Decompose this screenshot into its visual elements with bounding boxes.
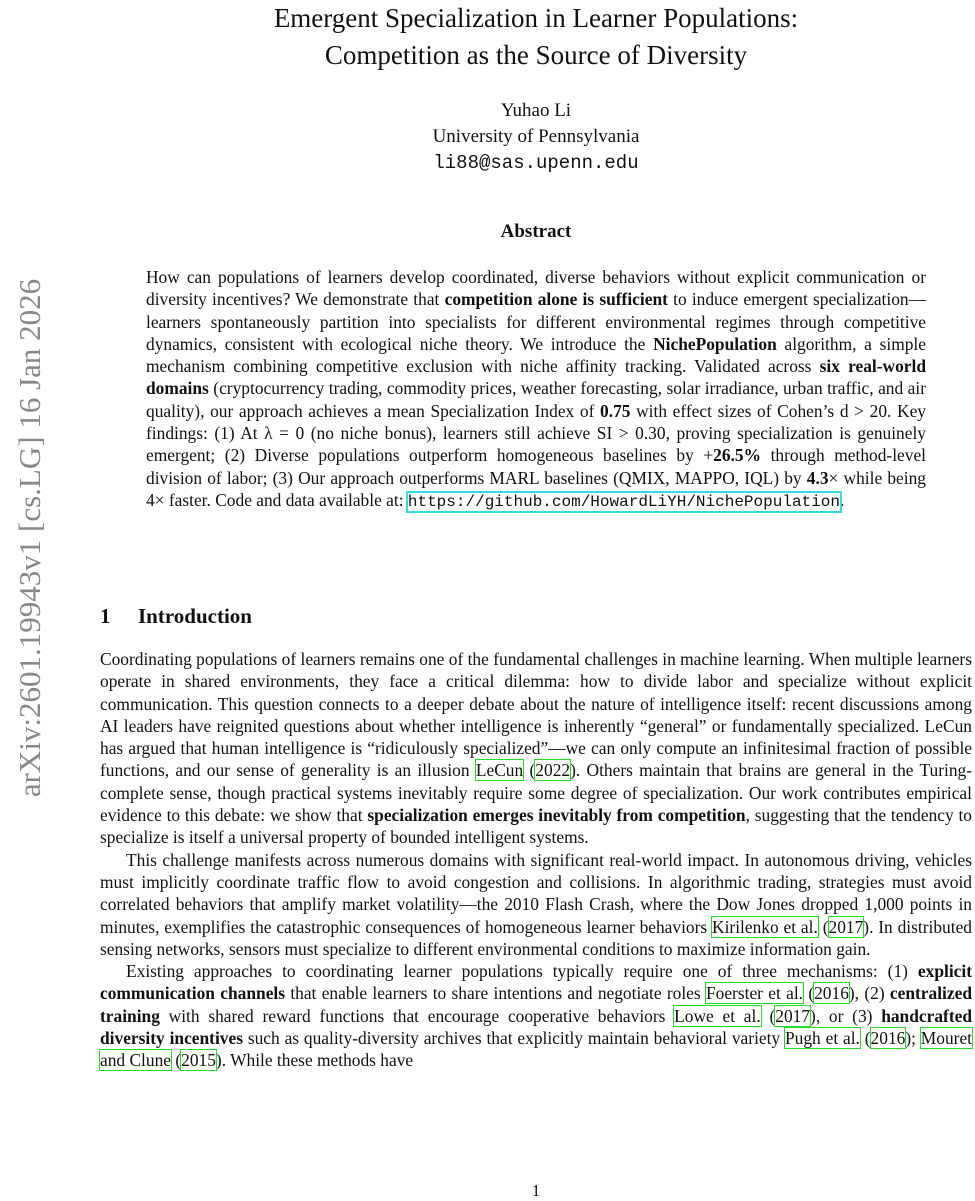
citation-link[interactable]: Foerster et al.	[705, 983, 804, 1004]
title-line-1: Emergent Specialization in Learner Populations:	[273, 3, 799, 33]
text: .	[839, 489, 845, 510]
paragraph	[100, 960, 972, 1071]
text: with shared reward functions that encourage cooperative behaviors	[159, 1005, 675, 1026]
page-number: 1	[531, 1181, 541, 1200]
bold-text: 0.75	[600, 400, 631, 421]
paragraph	[100, 849, 972, 960]
text: This challenge manifests across numerous domains with significant real-world impact. In autonomous driving, vehicles must implicitly coordinate traffic flow to avoid congestion and collisions. In algorithmic trading, strategies must avoid correlated behaviors that amplify market volatility—the 2010 Flash Crash, where the Dow Jones dropped 1,000 points in minutes, exemplifies the catastrophic consequences of homogeneous learner behaviors	[100, 849, 972, 937]
title-line-2: Competition as the Source of Diversity	[324, 40, 748, 70]
citation-link[interactable]: 2015	[181, 1050, 216, 1071]
text: (	[171, 1050, 182, 1071]
text: (	[859, 1028, 871, 1049]
citation-link[interactable]: 2017	[775, 1005, 811, 1026]
citation-link[interactable]: 2022	[535, 760, 571, 781]
text: with effect sizes of Cohen’s d > 20. Key findings: (1) At λ = 0 (no niche bonus), learners still achieve SI > 0.30, proving specialization is genuinely emergent; (2) Diverse populations outperform homogeneous baselines by +	[146, 400, 926, 466]
bold-text: NichePopulation	[653, 333, 777, 354]
text: How can populations of learners develop coordinated, diverse behaviors without explicit communication or diversity incentives? We demonstrate that	[146, 267, 926, 310]
text: );	[905, 1028, 921, 1049]
section-heading	[100, 604, 252, 629]
bold-text: 4.3	[806, 467, 829, 488]
text: (	[803, 983, 815, 1004]
text: ). Others maintain that brains are general in the Turing-complete sense, though practical systems inevitably require some degree of specialization. Our work contributes empirical evidence to this debate: we show that	[100, 760, 972, 826]
bold-text: six real-world domains	[146, 356, 927, 399]
bold-text: 26.5%	[713, 445, 761, 466]
section-title: Introduction	[138, 604, 252, 628]
text: Coordinating populations of learners remains one of the fundamental challenges in machine learning. When multiple learners operate in shared environments, they face a critical dilemma: how to divide labor and specialize without explicit communication. This question connects to a deeper debate about the nature of intelligence itself: recent discussions among AI leaders have reignited questions about whether intelligence is inherently “general” or fundamentally specialized. LeCun has argued that human intelligence is “ridiculously specialized”—we can only compute an infinitesimal fraction of possible functions, and our sense of generality is an illusion	[100, 649, 972, 781]
bold-text: centralized training	[100, 983, 972, 1026]
text: ). In distributed sensing networks, sensors must specialize to different environmental conditions to maximize information gain.	[100, 916, 972, 959]
citation-link[interactable]: Pugh et al.	[785, 1028, 860, 1049]
text: (	[523, 760, 536, 781]
text: (cryptocurrency trading, commodity prices, weather forecasting, solar irradiance, urban traffic, and air quality), our approach achieves a mean Specialization Index of	[146, 378, 926, 421]
citation-link[interactable]: 2017	[828, 916, 864, 937]
bold-text: competition alone is sufficient	[444, 289, 668, 310]
text: Existing approaches to coordinating learner populations typically require one of three mechanisms: (1)	[126, 961, 918, 982]
abstract-heading: Abstract	[500, 221, 572, 242]
text: , suggesting that the tendency to specialize is itself a universal property of bounded intelligent systems.	[100, 805, 972, 848]
paper-title	[100, 0, 972, 74]
text: through method-level division of labor; (3) Our approach outperforms MARL baselines (QMIX, MAPPO, IQL) by	[146, 445, 926, 488]
author-email[interactable]: li88@sas.upenn.edu	[433, 152, 639, 174]
paragraph	[100, 648, 972, 849]
citation-link[interactable]: Mouret and Clune	[100, 1028, 972, 1071]
author-affiliation: University of Pennsylvania	[432, 126, 640, 147]
author-block	[100, 98, 972, 176]
text: algorithm, a simple mechanism combining competitive exclusion with niche affinity tracking. Validated across	[146, 333, 926, 377]
text: (	[760, 1005, 776, 1026]
abstract-body	[146, 266, 926, 513]
bold-text: explicit communication channels	[100, 961, 972, 1004]
author-name: Yuhao Li	[500, 100, 572, 121]
text: such as quality-diversity archives that explicitly maintain behavioral variety	[243, 1028, 785, 1049]
bold-text: specialization emerges inevitably from competition	[367, 805, 746, 826]
text: to induce emergent specialization—learners spontaneously partition into specialists for different environmental regimes through competitive dynamics, consistent with ecological niche theory. We introduce the	[146, 289, 926, 354]
text: × while being 4× faster. Code and data available at:	[146, 467, 926, 510]
bold-text: handcrafted diversity incentives	[100, 1005, 973, 1049]
text: that enable learners to share intentions and negotiate roles	[285, 983, 706, 1004]
citation-link[interactable]: 2016	[814, 983, 849, 1004]
citation-link[interactable]: Lowe et al.	[674, 1005, 761, 1026]
introduction-body	[100, 648, 972, 1072]
section-number: 1	[100, 604, 111, 628]
text: ), or (3)	[810, 1005, 882, 1026]
citation-link[interactable]: 2016	[870, 1028, 906, 1049]
code-url-link[interactable]: https://github.com/HowardLiYH/NichePopulation	[407, 492, 840, 511]
citation-link[interactable]: Kirilenko et al.	[712, 916, 818, 937]
text: ). While these methods have	[215, 1050, 414, 1071]
citation-link[interactable]: LeCun	[475, 760, 524, 781]
text: (	[817, 916, 829, 937]
arxiv-sidebar-stamp: arXiv:2601.19943v1 [cs.LG] 16 Jan 2026	[12, 278, 47, 798]
text: ), (2)	[848, 983, 890, 1004]
